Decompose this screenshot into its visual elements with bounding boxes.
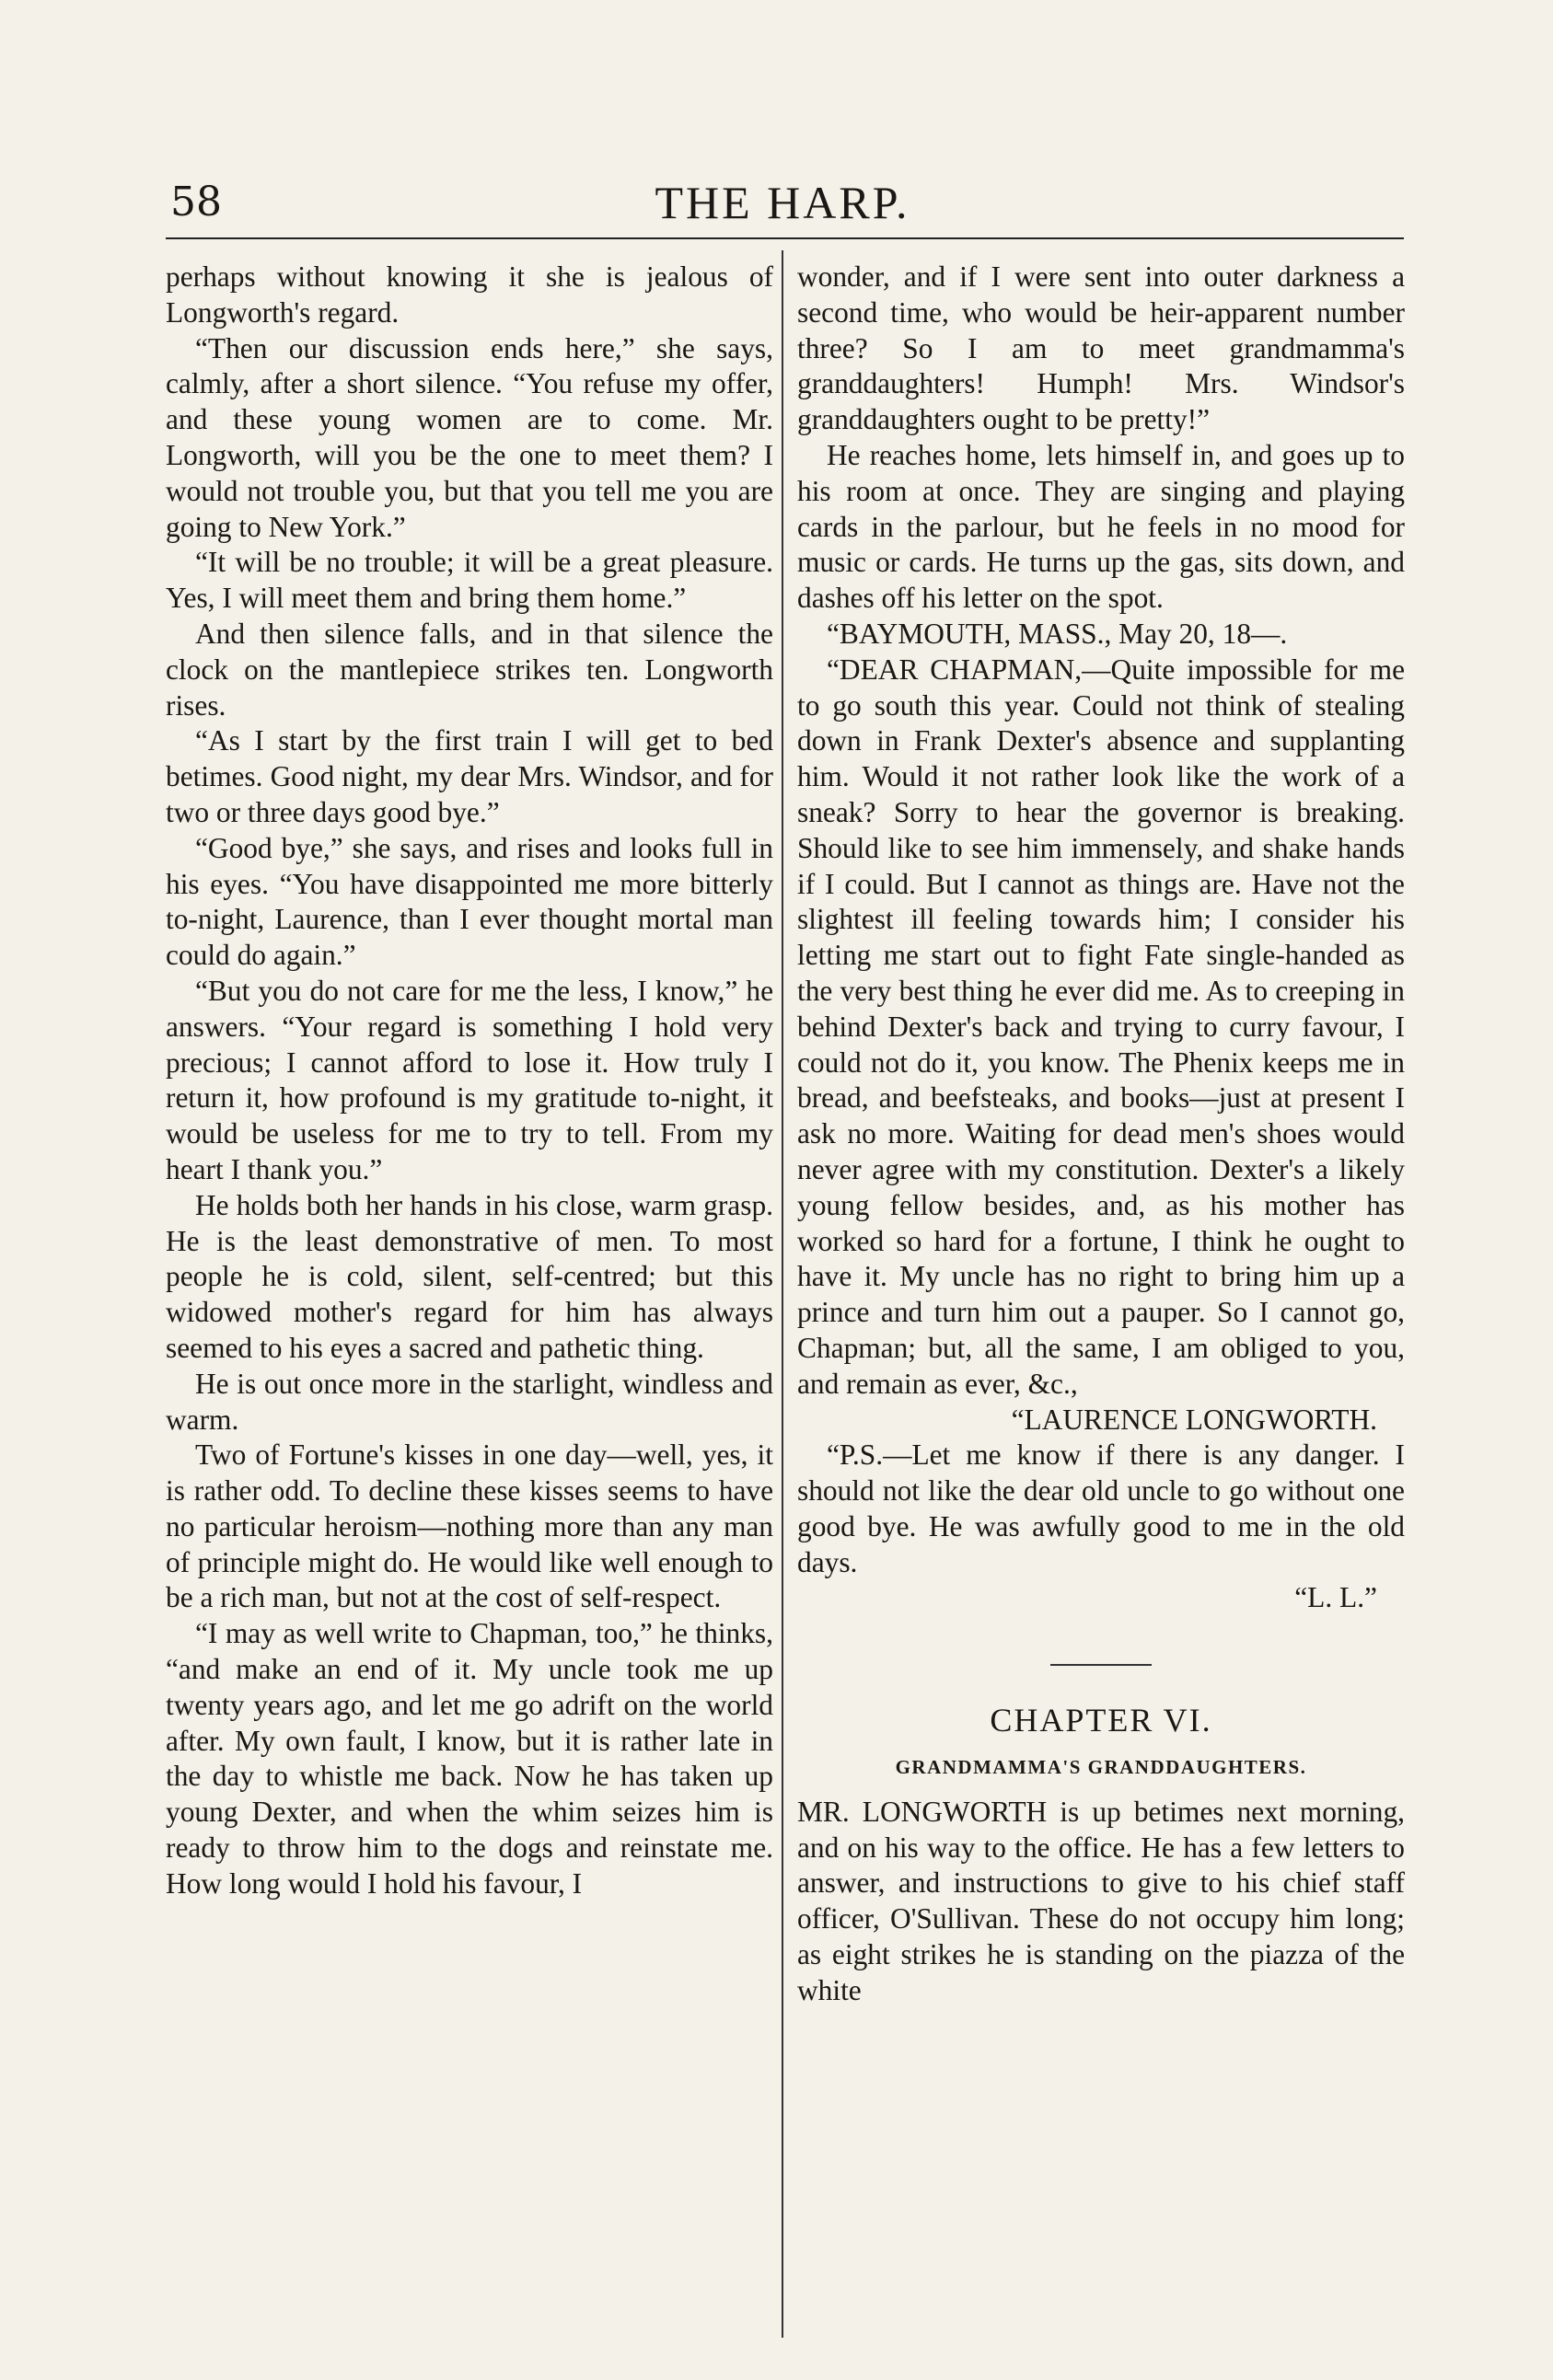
page-header	[161, 173, 1404, 232]
chapter-subtitle: GRANDMAMMA'S GRANDDAUGHTERS.	[895, 1756, 1307, 1779]
chapter-title: CHAPTER VI.	[990, 1702, 1212, 1739]
paragraph: “I may as well write to Chapman, too,” he thinks, “and make an end of it. My uncle took me up twenty years ago, and let me go adrift on the world after. My own fault, I know, but it is rather late in the day to whistle me back. Now he has taken up young Dexter, and when the whim seizes him is ready to throw him to the dogs and reinstate me. How long would I hold his favour, I	[166, 1617, 773, 1900]
paragraph: He is out once more in the starlight, windless and warm.	[166, 1367, 773, 1436]
paragraph: He reaches home, lets himself in, and goes up to his room at once. They are singing and playing cards in the parlour, but he feels in no mood for music or cards. He turns up the gas, sits down, and dashes off his letter on the spot.	[797, 438, 1405, 615]
paragraph: And then silence falls, and in that silence the clock on the mantlepiece strikes ten. Longworth rises.	[166, 617, 773, 722]
paragraph: Two of Fortune's kisses in one day—well, yes, it is rather odd. To decline these kisses seems to have no particular heroism—nothing more than any man of principle might do. He would like well enough to be a rich man, but not at the cost of self-respect.	[166, 1438, 773, 1614]
postscript-signature: “L. L.”	[1294, 1581, 1377, 1614]
left-column	[166, 260, 773, 1902]
right-column	[797, 260, 1405, 2009]
paragraph: “It will be no trouble; it will be a great pleasure. Yes, I will meet them and bring them home.”	[166, 546, 773, 615]
column-rule	[782, 250, 783, 2338]
letter-body: “DEAR CHAPMAN,—Quite impossible for me to go south this year. Could not think of stealing down in Frank Dexter's absence and supplanting him. Would it not rather look like the work of a sneak? Sorry to hear the governor is breaking. Should like to see him immensely, and shake hands if I could. But I cannot as things are. Have not the slightest ill feeling towards him; I consider his letting me start out to fight Fate single-handed as the very best thing he ever did me. As to creeping in behind Dexter's back and trying to curry favour, I could not do it, you know. The Phenix keeps me in bread, and beefsteaks, and books—just at present I ask no more. Waiting for dead men's shoes would never agree with my constitution. Dexter's a likely young fellow besides, and, as his mother has worked so hard for a fortune, I think he ought to have it. My uncle has no right to bring him up a prince and turn him out a pauper. So I cannot go, Chapman; but, all the same, I am obliged to you, and remain as ever, &c.,	[797, 653, 1405, 1400]
paragraph: “As I start by the first train I will get to bed betimes. Good night, my dear Mrs. Windsor, and for two or three days good bye.”	[166, 724, 773, 828]
letter-postscript: “P.S.—Let me know if there is any danger. I should not like the dear old uncle to go without one good bye. He was awfully good to me in the old days.	[797, 1438, 1405, 1578]
paragraph: wonder, and if I were sent into outer darkness a second time, who would be heir-apparent number three? So I am to meet grandmamma's granddaughters! Humph! Mrs. Windsor's granddaughters ought to be pretty!”	[797, 260, 1405, 436]
paragraph: “Then our discussion ends here,” she says, calmly, after a short silence. “You refuse my offer, and these young women are to come. Mr. Longworth, will you be the one to meet them? I would not trouble you, but that you tell me you are going to New York.”	[166, 331, 773, 543]
letter-signature: “LAURENCE LONGWORTH.	[1011, 1403, 1377, 1436]
paragraph: He holds both her hands in his close, warm grasp. He is the least demonstrative of men. To most people he is cold, silent, self-centred; but this widowed mother's regard for him has always seemed to his eyes a sacred and pathetic thing.	[166, 1188, 773, 1364]
header-rule	[166, 237, 1404, 239]
paragraph: perhaps without knowing it she is jealous of Longworth's regard.	[166, 260, 773, 329]
running-title: THE HARP.	[655, 177, 910, 228]
letter-dateline: “BAYMOUTH, MASS., May 20, 18—.	[827, 617, 1288, 650]
section-divider	[1050, 1664, 1152, 1666]
page-number: 58	[170, 179, 222, 225]
chapter-opening-paragraph: MR. LONGWORTH is up betimes next morning, and on his way to the office. He has a few letters to answer, and instructions to give to his chief staff officer, O'Sullivan. These do not occupy him long; as eight strikes he is standing on the piazza of the white	[797, 1795, 1405, 2006]
paragraph: “Good bye,” she says, and rises and looks full in his eyes. “You have disappointed me more bitterly to-night, Laurence, than I ever thought mortal man could do again.”	[166, 831, 773, 972]
paragraph: “But you do not care for me the less, I know,” he answers. “Your regard is something I hold very precious; I cannot afford to lose it. How truly I return it, how profound is my gratitude to-night, it would be useless for me to try to tell. From my heart I thank you.”	[166, 974, 773, 1185]
